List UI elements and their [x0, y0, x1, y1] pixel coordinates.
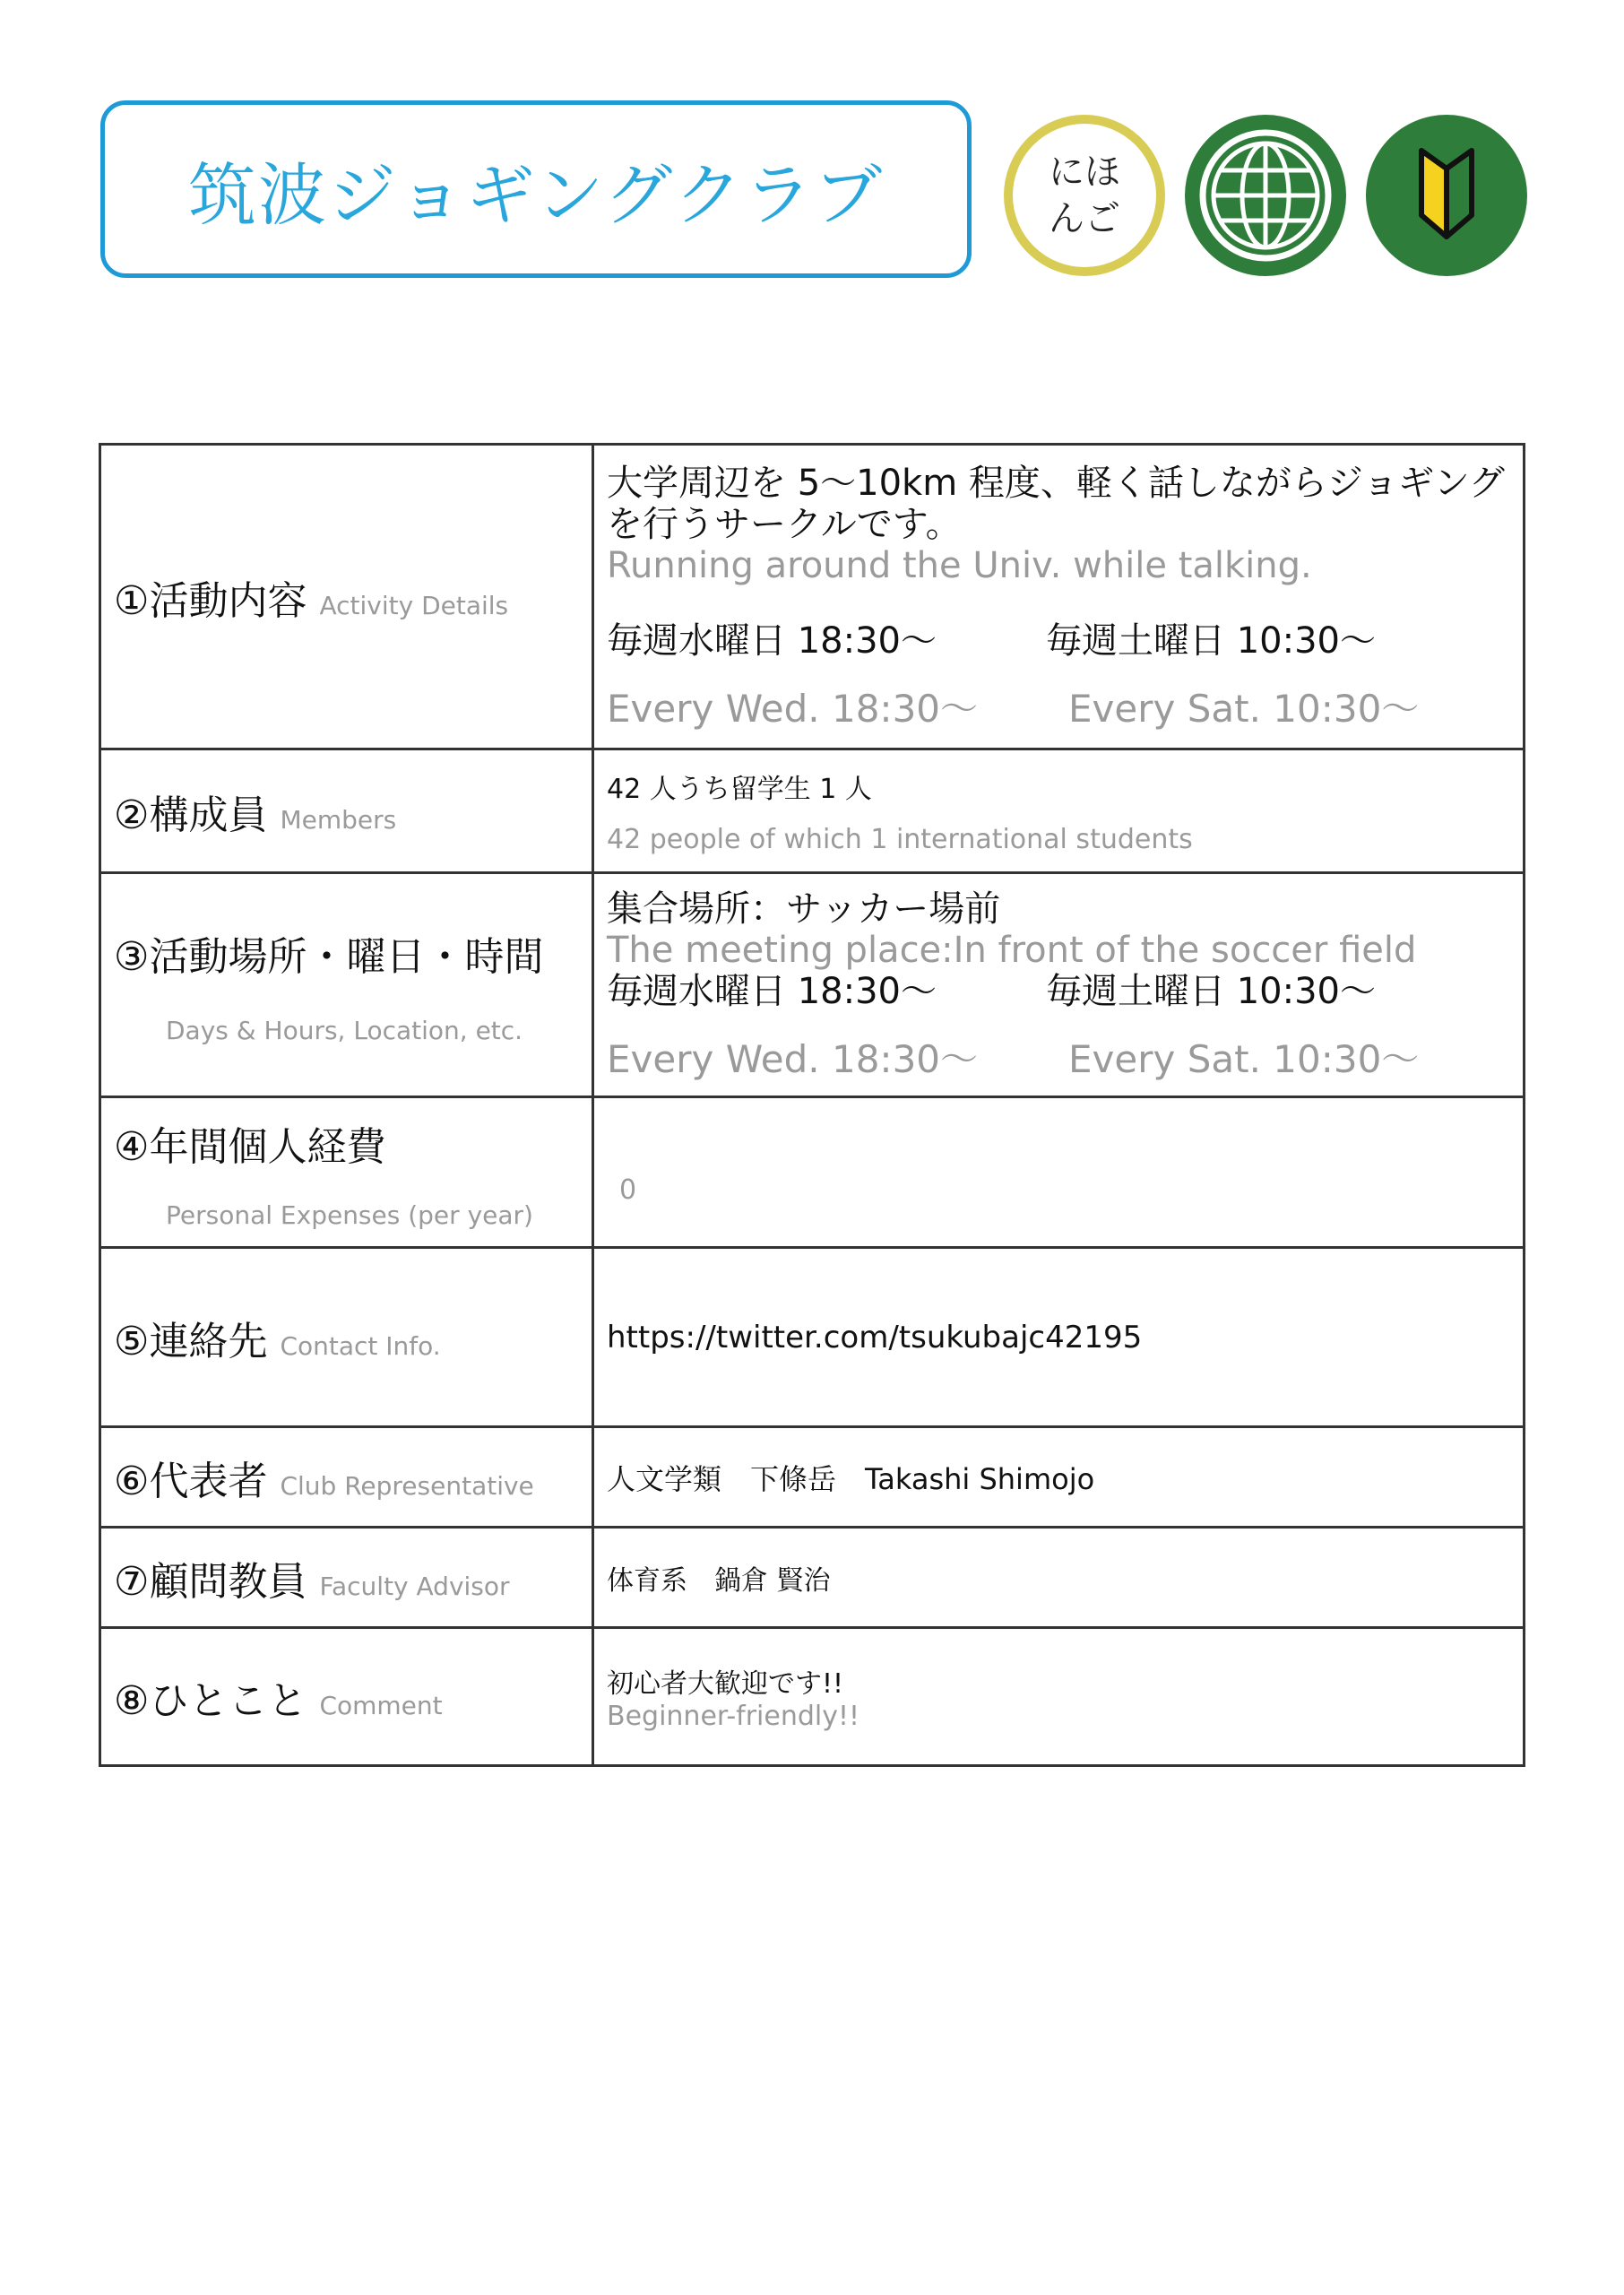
value-cell-contact: [593, 1248, 1525, 1427]
place-schedule-sat-en: Every Sat. 10:30〜: [1068, 1036, 1420, 1081]
representative-value: 人文学類 下條岳 Takashi Shimojo: [607, 1461, 1095, 1496]
members-label: ②構成員: [114, 792, 268, 838]
expenses-value: 0: [619, 1174, 637, 1206]
advisor-label-en: Faculty Advisor: [319, 1571, 510, 1601]
comment-label: ⑧ひとこと: [114, 1677, 307, 1724]
advisor-value: 体育系 鍋倉 賢治: [607, 1564, 831, 1597]
club-info-table: [99, 443, 1525, 1767]
schedule-wed: 毎週水曜日 18:30〜: [607, 619, 937, 662]
club-title-box: [100, 100, 972, 278]
comment-label-en: Comment: [319, 1690, 443, 1720]
label-cell-expenses: [100, 1097, 593, 1248]
activity-schedule-jp: [607, 620, 1514, 662]
label-cell-comment: [100, 1628, 593, 1766]
meeting-place: 集合場所：サッカー場前: [607, 888, 1001, 930]
place-schedule-en: [607, 1037, 1514, 1082]
schedule-wed-en: Every Wed. 18:30〜: [607, 686, 979, 731]
nihongo-badge-line1: にほ: [1049, 152, 1120, 193]
place-label: ③活動場所・曜日・時間: [114, 934, 544, 980]
label-cell-representative: [100, 1427, 593, 1528]
label-cell-members: [100, 749, 593, 873]
row-members: [100, 749, 1525, 873]
expenses-label: ④年間個人経費: [114, 1124, 386, 1170]
row-advisor: [100, 1528, 1525, 1628]
row-place: [100, 873, 1525, 1097]
row-contact: [100, 1248, 1525, 1427]
meeting-place-en: The meeting place:In front of the soccer field: [607, 929, 1417, 971]
activity-label-en: Activity Details: [319, 590, 509, 620]
place-label-en: Days & Hours, Location, etc.: [166, 1016, 523, 1045]
value-cell-advisor: [593, 1528, 1525, 1628]
contact-label-en: Contact Info.: [280, 1330, 441, 1361]
row-representative: [100, 1427, 1525, 1528]
members-label-en: Members: [280, 804, 397, 835]
value-cell-place: [593, 873, 1525, 1097]
advisor-label: ⑦顧問教員: [114, 1558, 307, 1605]
label-cell-contact: [100, 1248, 593, 1427]
row-expenses: [100, 1097, 1525, 1248]
expenses-label-en: Personal Expenses (per year): [166, 1200, 533, 1230]
club-title: 筑波ジョギングクラブ: [187, 154, 885, 235]
label-cell-place: [100, 873, 593, 1097]
value-cell-members: [593, 749, 1525, 873]
members-value-en: 42 people of which 1 international students: [607, 824, 1193, 855]
schedule-sat-en: Every Sat. 10:30〜: [1068, 686, 1420, 731]
comment-value-en: Beginner-friendly!!: [607, 1701, 860, 1732]
contact-label: ⑤連絡先: [114, 1318, 268, 1364]
label-cell-advisor: [100, 1528, 593, 1628]
place-schedule-wed-en: Every Wed. 18:30〜: [607, 1036, 979, 1081]
place-schedule-wed: 毎週水曜日 18:30〜: [607, 970, 937, 1012]
nihongo-badge: [1004, 115, 1165, 276]
place-schedule-sat: 毎週土曜日 10:30〜: [1046, 970, 1376, 1012]
place-schedule-jp: [607, 971, 1514, 1012]
schedule-sat: 毎週土曜日 10:30〜: [1046, 619, 1376, 662]
value-cell-representative: [593, 1427, 1525, 1528]
beginner-mark-icon: [1366, 115, 1527, 276]
members-value: 42 人うち留学生 1 人: [607, 774, 872, 805]
representative-label-en: Club Representative: [280, 1470, 534, 1501]
label-cell-activity: [100, 445, 593, 749]
value-cell-expenses: [593, 1097, 1525, 1248]
value-cell-activity: [593, 445, 1525, 749]
contact-link[interactable]: https://twitter.com/tsukubajc42195: [607, 1319, 1143, 1355]
comment-value: 初心者大歓迎です!!: [607, 1668, 844, 1700]
activity-schedule-en: [607, 687, 1514, 732]
activity-label: ①活動内容: [114, 577, 307, 624]
activity-description: 大学周辺を 5〜10km 程度、軽く話しながらジョギングを行うサークルです。: [607, 462, 1505, 545]
representative-label: ⑥代表者: [114, 1458, 268, 1504]
row-comment: [100, 1628, 1525, 1766]
nihongo-badge-line2: んご: [1049, 198, 1120, 239]
value-cell-comment: [593, 1628, 1525, 1766]
globe-icon: [1185, 115, 1346, 276]
activity-description-en: Running around the Univ. while talking.: [607, 544, 1312, 586]
row-activity: [100, 445, 1525, 749]
